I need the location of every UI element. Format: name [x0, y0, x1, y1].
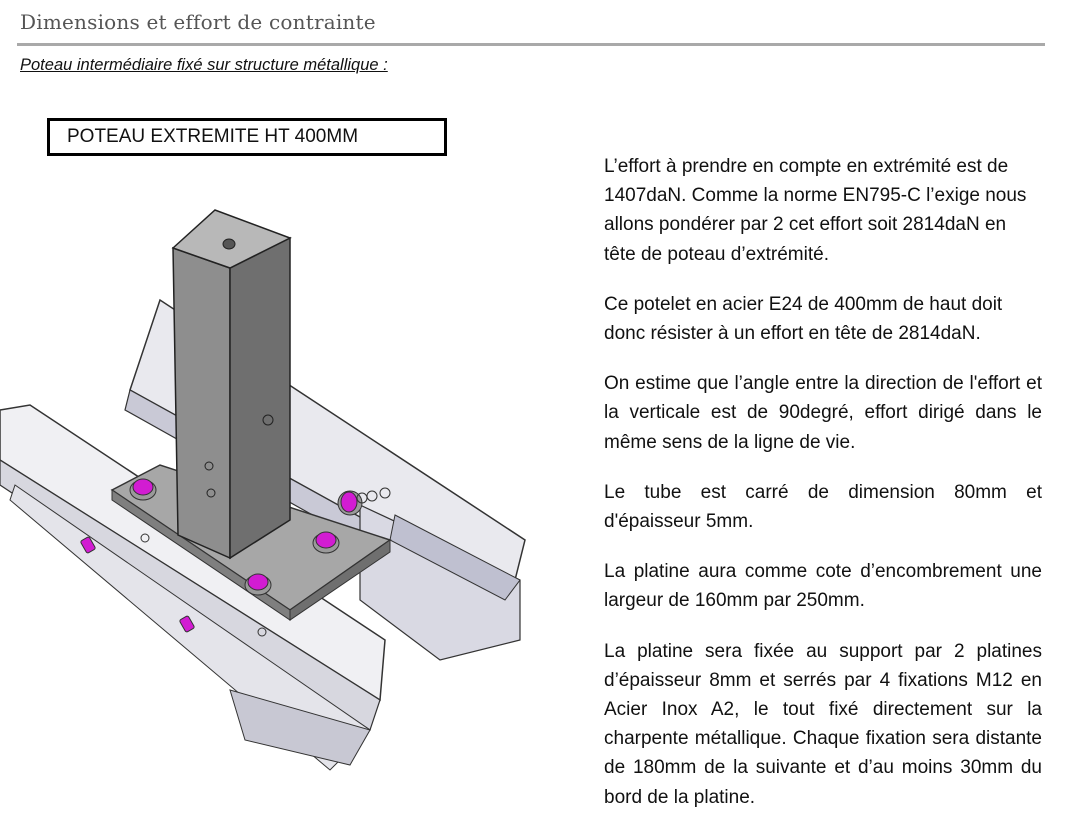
section-title: Dimensions et effort de contrainte [20, 10, 376, 34]
figure-label-box [47, 118, 447, 156]
figure-label: POTEAU EXTREMITE HT 400MM [67, 126, 359, 147]
paragraph-potelet: Ce potelet en acier E24 de 400mm de haut doit donc résister à un effort en tête de 2814daN. [604, 293, 1003, 345]
paragraph-fixation: La platine sera fixée au support par 2 platines d’épaisseur 8mm et serrés par 4 fixations M12 en Acier Inox A2, le tout fixé directement sur la charpente métallique. Chaque fixation sera distante de 180mm de la suivante et d’au moins 30mm du bord de la platine. [604, 640, 1042, 808]
subtitle: Poteau intermédiaire fixé sur structure métallique : [20, 56, 388, 74]
paragraph-effort: L’effort à prendre en compte en extrémité est de 1407daN. Comme la norme EN795-C l’exige nous allons pondérer par 2 cet effort soit 2814daN en tête de poteau d’extrémité. [604, 156, 1027, 265]
paragraph-angle: On estime que l’angle entre la direction de l'effort et la verticale est de 90degré, effort dirigé dans le même sens de la ligne de vie. [604, 373, 1042, 453]
paragraph-tube: Le tube est carré de dimension 80mm et d'épaisseur 5mm. [604, 481, 1042, 533]
paragraph-platine: La platine aura comme cote d’encombrement une largeur de 160mm par 250mm. [604, 561, 1042, 612]
description-text [604, 152, 1042, 833]
post-assembly-illustration [0, 160, 590, 808]
square-post [173, 210, 290, 558]
section-divider [17, 43, 1045, 46]
